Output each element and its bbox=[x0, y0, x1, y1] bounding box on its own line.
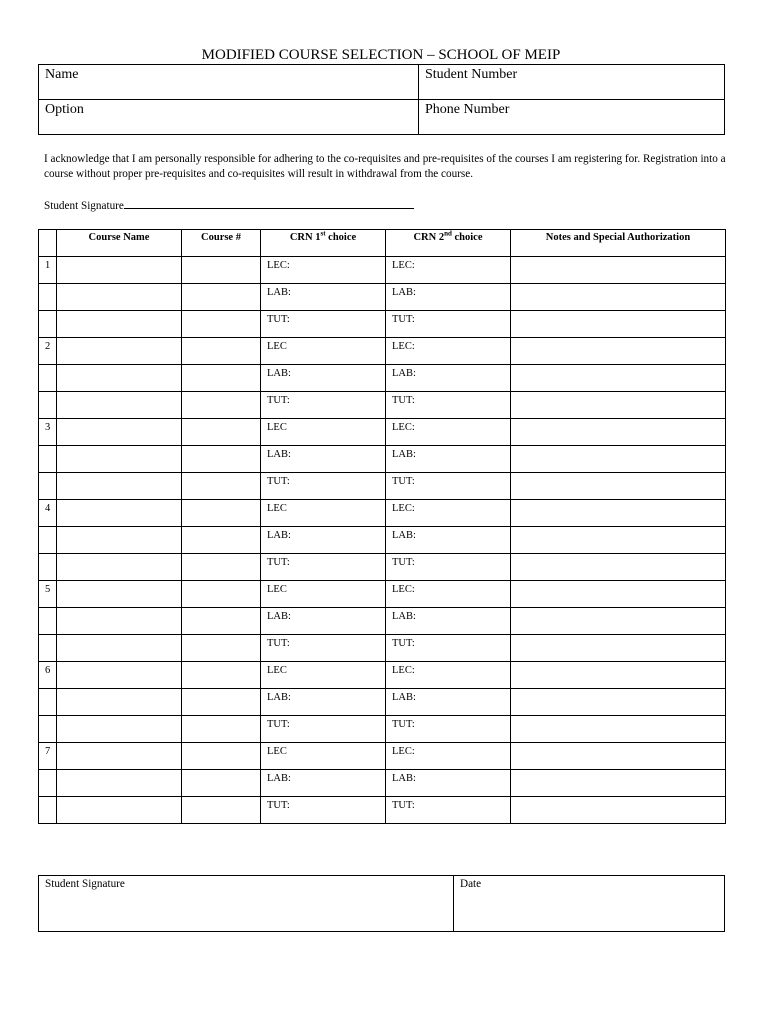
footer-table bbox=[38, 875, 725, 932]
course-num-cell[interactable] bbox=[182, 689, 261, 716]
table-row bbox=[39, 608, 726, 635]
crn-second-choice-cell[interactable]: TUT: bbox=[386, 635, 511, 662]
course-name-cell[interactable] bbox=[57, 473, 182, 500]
crn-second-choice-cell[interactable]: TUT: bbox=[386, 311, 511, 338]
crn-second-choice-cell[interactable]: LEC: bbox=[386, 581, 511, 608]
row-number bbox=[39, 446, 57, 473]
table-row bbox=[39, 473, 726, 500]
notes-cell[interactable] bbox=[511, 392, 726, 419]
header-course-num: Course # bbox=[182, 230, 261, 257]
course-num-cell[interactable] bbox=[182, 500, 261, 527]
crn-first-choice-cell[interactable]: LAB: bbox=[261, 446, 386, 473]
crn-first-choice-cell[interactable]: LAB: bbox=[261, 365, 386, 392]
footer-date-field[interactable] bbox=[454, 876, 725, 932]
row-number: 2 bbox=[39, 338, 57, 365]
course-num-cell[interactable] bbox=[182, 797, 261, 824]
crn-second-choice-cell[interactable]: LAB: bbox=[386, 365, 511, 392]
course-num-cell[interactable] bbox=[182, 284, 261, 311]
course-num-cell[interactable] bbox=[182, 338, 261, 365]
row-number bbox=[39, 473, 57, 500]
course-num-cell[interactable] bbox=[182, 662, 261, 689]
notes-cell[interactable] bbox=[511, 419, 726, 446]
course-name-cell[interactable] bbox=[57, 770, 182, 797]
student-number-field[interactable] bbox=[419, 65, 725, 100]
crn-second-choice-cell[interactable]: LEC: bbox=[386, 500, 511, 527]
course-num-cell[interactable] bbox=[182, 257, 261, 284]
course-name-cell[interactable] bbox=[57, 608, 182, 635]
student-info-table bbox=[38, 64, 725, 135]
crn-first-choice-cell[interactable]: LAB: bbox=[261, 527, 386, 554]
course-name-cell[interactable] bbox=[57, 689, 182, 716]
crn-second-choice-cell[interactable]: LEC: bbox=[386, 419, 511, 446]
course-selection-table bbox=[38, 229, 726, 824]
row-number: 3 bbox=[39, 419, 57, 446]
course-name-cell[interactable] bbox=[57, 662, 182, 689]
crn-first-choice-cell[interactable]: LEC bbox=[261, 581, 386, 608]
signature-line-label: Student Signature bbox=[44, 200, 124, 212]
header-notes: Notes and Special Authorization bbox=[511, 230, 726, 257]
course-num-cell[interactable] bbox=[182, 446, 261, 473]
student-number-label: Student Number bbox=[425, 67, 518, 82]
crn-first-choice-cell[interactable]: TUT: bbox=[261, 311, 386, 338]
crn-first-choice-cell[interactable]: LAB: bbox=[261, 284, 386, 311]
crn-first-choice-cell[interactable]: LEC: bbox=[261, 257, 386, 284]
table-row bbox=[39, 284, 726, 311]
course-name-cell[interactable] bbox=[57, 743, 182, 770]
course-num-cell[interactable] bbox=[182, 419, 261, 446]
header-course-name: Course Name bbox=[57, 230, 182, 257]
notes-cell[interactable] bbox=[511, 527, 726, 554]
notes-cell[interactable] bbox=[511, 581, 726, 608]
course-num-cell[interactable] bbox=[182, 554, 261, 581]
course-name-cell[interactable] bbox=[57, 527, 182, 554]
crn-first-choice-cell[interactable]: TUT: bbox=[261, 392, 386, 419]
crn-second-choice-cell[interactable]: LAB: bbox=[386, 527, 511, 554]
crn1-sup: st bbox=[320, 229, 326, 238]
crn-second-choice-cell[interactable]: LAB: bbox=[386, 446, 511, 473]
course-num-cell[interactable] bbox=[182, 635, 261, 662]
row-number: 7 bbox=[39, 743, 57, 770]
option-field[interactable] bbox=[39, 100, 419, 135]
course-name-cell[interactable] bbox=[57, 635, 182, 662]
crn-first-choice-cell[interactable]: LEC bbox=[261, 743, 386, 770]
course-num-cell[interactable] bbox=[182, 392, 261, 419]
row-number bbox=[39, 770, 57, 797]
crn-first-choice-cell[interactable]: TUT: bbox=[261, 716, 386, 743]
table-row bbox=[39, 770, 726, 797]
row-number bbox=[39, 797, 57, 824]
course-name-cell[interactable] bbox=[57, 500, 182, 527]
footer-date-label: Date bbox=[460, 878, 482, 890]
course-rows bbox=[39, 257, 726, 824]
table-row bbox=[39, 419, 726, 446]
course-name-cell[interactable] bbox=[57, 581, 182, 608]
notes-cell[interactable] bbox=[511, 257, 726, 284]
row-number bbox=[39, 608, 57, 635]
crn-first-choice-cell[interactable]: LEC bbox=[261, 338, 386, 365]
course-num-cell[interactable] bbox=[182, 716, 261, 743]
name-label: Name bbox=[45, 67, 79, 82]
row-number bbox=[39, 635, 57, 662]
row-number bbox=[39, 365, 57, 392]
notes-cell[interactable] bbox=[511, 689, 726, 716]
row-number: 5 bbox=[39, 581, 57, 608]
header-crn-second-choice bbox=[386, 230, 511, 257]
course-num-cell[interactable] bbox=[182, 365, 261, 392]
crn-first-choice-cell[interactable]: LEC bbox=[261, 662, 386, 689]
course-num-cell[interactable] bbox=[182, 527, 261, 554]
course-name-cell[interactable] bbox=[57, 365, 182, 392]
course-name-cell[interactable] bbox=[57, 392, 182, 419]
name-field[interactable] bbox=[39, 65, 419, 100]
crn-first-choice-cell[interactable]: TUT: bbox=[261, 797, 386, 824]
header-number bbox=[39, 230, 57, 257]
phone-number-label: Phone Number bbox=[425, 102, 510, 117]
crn-first-choice-cell[interactable]: LAB: bbox=[261, 608, 386, 635]
notes-cell[interactable] bbox=[511, 446, 726, 473]
course-name-cell[interactable] bbox=[57, 419, 182, 446]
row-number bbox=[39, 554, 57, 581]
row-number: 6 bbox=[39, 662, 57, 689]
signature-line-field[interactable] bbox=[124, 197, 414, 209]
table-row bbox=[39, 527, 726, 554]
course-num-cell[interactable] bbox=[182, 608, 261, 635]
notes-cell[interactable] bbox=[511, 500, 726, 527]
course-name-cell[interactable] bbox=[57, 554, 182, 581]
crn-second-choice-cell[interactable]: TUT: bbox=[386, 554, 511, 581]
table-row bbox=[39, 311, 726, 338]
course-name-cell[interactable] bbox=[57, 284, 182, 311]
row-number: 1 bbox=[39, 257, 57, 284]
course-name-cell[interactable] bbox=[57, 716, 182, 743]
table-row bbox=[39, 554, 726, 581]
course-name-cell[interactable] bbox=[57, 257, 182, 284]
crn-second-choice-cell[interactable]: LEC: bbox=[386, 662, 511, 689]
course-num-cell[interactable] bbox=[182, 311, 261, 338]
signature-line bbox=[44, 197, 414, 213]
crn-second-choice-cell[interactable]: TUT: bbox=[386, 716, 511, 743]
row-number bbox=[39, 527, 57, 554]
crn2-suffix: choice bbox=[451, 232, 483, 243]
course-num-cell[interactable] bbox=[182, 743, 261, 770]
crn-second-choice-cell[interactable]: LAB: bbox=[386, 689, 511, 716]
table-row bbox=[39, 392, 726, 419]
crn-second-choice-cell[interactable]: LEC: bbox=[386, 257, 511, 284]
crn-second-choice-cell[interactable]: TUT: bbox=[386, 473, 511, 500]
course-name-cell[interactable] bbox=[57, 338, 182, 365]
crn-second-choice-cell[interactable]: TUT: bbox=[386, 392, 511, 419]
crn1-suffix: choice bbox=[325, 232, 357, 243]
crn-second-choice-cell[interactable]: LEC: bbox=[386, 338, 511, 365]
notes-cell[interactable] bbox=[511, 635, 726, 662]
table-row bbox=[39, 338, 726, 365]
row-number bbox=[39, 716, 57, 743]
crn-first-choice-cell[interactable]: LEC bbox=[261, 419, 386, 446]
crn-first-choice-cell[interactable]: LEC bbox=[261, 500, 386, 527]
table-header-row bbox=[39, 230, 726, 257]
row-number bbox=[39, 689, 57, 716]
crn1-prefix: CRN 1 bbox=[289, 232, 321, 243]
option-label: Option bbox=[45, 102, 84, 117]
crn2-prefix: CRN 2 bbox=[413, 232, 445, 243]
course-name-cell[interactable] bbox=[57, 446, 182, 473]
notes-cell[interactable] bbox=[511, 311, 726, 338]
table-row bbox=[39, 743, 726, 770]
course-num-cell[interactable] bbox=[182, 581, 261, 608]
phone-number-field[interactable] bbox=[419, 100, 725, 135]
table-row bbox=[39, 689, 726, 716]
crn-second-choice-cell[interactable]: TUT: bbox=[386, 797, 511, 824]
table-row bbox=[39, 581, 726, 608]
course-name-cell[interactable] bbox=[57, 311, 182, 338]
table-row bbox=[39, 446, 726, 473]
notes-cell[interactable] bbox=[511, 473, 726, 500]
notes-cell[interactable] bbox=[511, 284, 726, 311]
crn-second-choice-cell[interactable]: LEC: bbox=[386, 743, 511, 770]
table-row bbox=[39, 797, 726, 824]
notes-cell[interactable] bbox=[511, 608, 726, 635]
footer-signature-field[interactable] bbox=[39, 876, 454, 932]
header-crn-first-choice bbox=[261, 230, 386, 257]
row-number: 4 bbox=[39, 500, 57, 527]
notes-cell[interactable] bbox=[511, 338, 726, 365]
crn-first-choice-cell[interactable]: TUT: bbox=[261, 473, 386, 500]
course-name-cell[interactable] bbox=[57, 797, 182, 824]
footer-signature-label: Student Signature bbox=[45, 878, 125, 890]
table-row bbox=[39, 635, 726, 662]
course-num-cell[interactable] bbox=[182, 770, 261, 797]
notes-cell[interactable] bbox=[511, 716, 726, 743]
crn-first-choice-cell[interactable]: LAB: bbox=[261, 770, 386, 797]
crn-second-choice-cell[interactable]: LAB: bbox=[386, 770, 511, 797]
row-number bbox=[39, 284, 57, 311]
table-row bbox=[39, 500, 726, 527]
notes-cell[interactable] bbox=[511, 797, 726, 824]
page-title: MODIFIED COURSE SELECTION – SCHOOL OF MEIP bbox=[201, 47, 561, 63]
crn-second-choice-cell[interactable]: LAB: bbox=[386, 284, 511, 311]
crn-second-choice-cell[interactable]: LAB: bbox=[386, 608, 511, 635]
table-row bbox=[39, 716, 726, 743]
notes-cell[interactable] bbox=[511, 743, 726, 770]
table-row bbox=[39, 257, 726, 284]
crn-first-choice-cell[interactable]: TUT: bbox=[261, 554, 386, 581]
crn-first-choice-cell[interactable]: TUT: bbox=[261, 635, 386, 662]
row-number bbox=[39, 311, 57, 338]
notes-cell[interactable] bbox=[511, 365, 726, 392]
notes-cell[interactable] bbox=[511, 770, 726, 797]
crn-first-choice-cell[interactable]: LAB: bbox=[261, 689, 386, 716]
notes-cell[interactable] bbox=[511, 662, 726, 689]
table-row bbox=[39, 662, 726, 689]
row-number bbox=[39, 392, 57, 419]
table-row bbox=[39, 365, 726, 392]
crn2-sup: nd bbox=[444, 229, 452, 238]
course-num-cell[interactable] bbox=[182, 473, 261, 500]
acknowledgement-text: I acknowledge that I am personally responsible for adhering to the co-requisites and pre-requisites of the courses I am registering for. Registration into a course without proper pre-requisites and co-requisites will result in withdrawal from the course. bbox=[44, 153, 726, 180]
notes-cell[interactable] bbox=[511, 554, 726, 581]
